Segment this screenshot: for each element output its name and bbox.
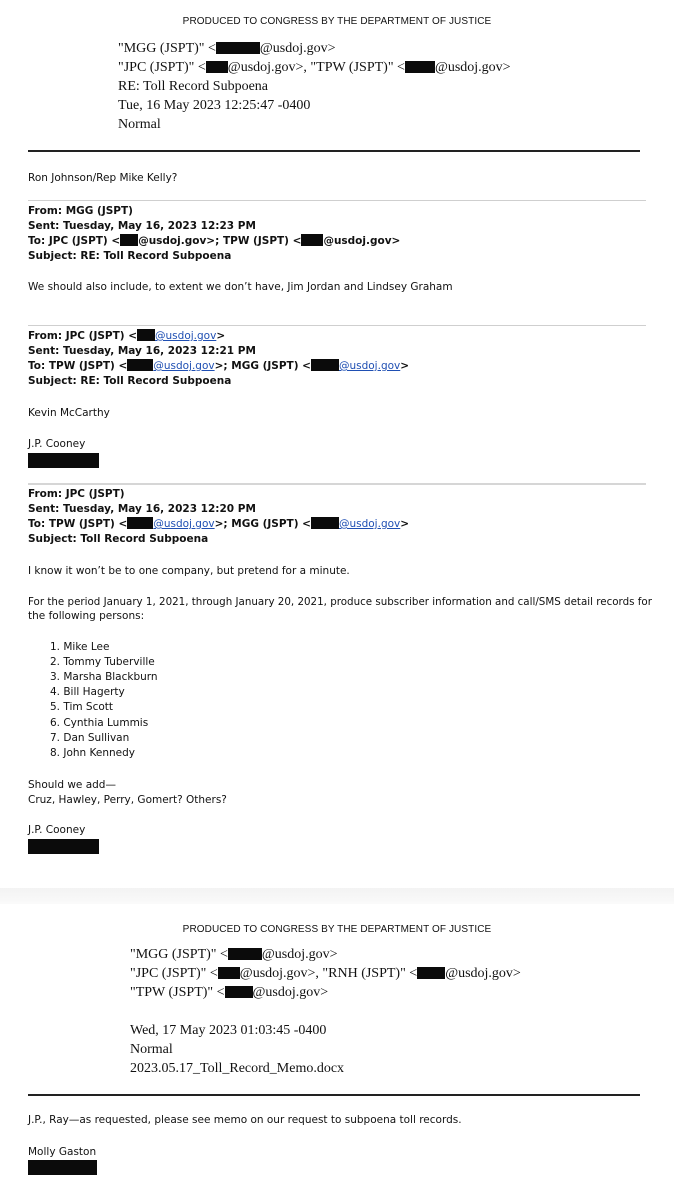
msg2-from-a: From: JPC (JSPT) < (28, 330, 138, 342)
list-item: 4. Bill Hagerty (50, 686, 125, 698)
msg2-sent: Sent: Tuesday, May 16, 2023 12:21 PM (28, 345, 256, 357)
msg2-to-email-link[interactable]: @usdoj.gov (338, 360, 401, 372)
msg3-to-a: To: TPW (JSPT) < (28, 518, 128, 530)
signature-redaction (28, 453, 99, 468)
cc-value (130, 984, 328, 1002)
from-value (118, 40, 336, 58)
cc-value-a: "TPW (JSPT)" < (130, 985, 225, 1000)
list-item: 8. John Kennedy (50, 747, 135, 759)
attachment-file-link[interactable]: 2023.05.17_Toll_Record_Memo.docx (130, 1061, 345, 1076)
from-value-b: @usdoj.gov> (259, 41, 336, 56)
msg2-signature: J.P. Cooney (28, 438, 86, 450)
cc-value-b: @usdoj.gov> (252, 985, 329, 1000)
msg2-to-a: To: TPW (JSPT) < (28, 360, 128, 372)
from-value-b: @usdoj.gov> (261, 947, 338, 962)
date-value: Tue, 16 May 2023 12:25:47 -0400 (118, 98, 311, 113)
list-item: 1. Mike Lee (50, 641, 110, 653)
msg3-paragraph-2-line-1: For the period January 1, 2021, through January 20, 2021, produce subscriber information and call/SMS detail records for (28, 596, 652, 608)
production-banner: PRODUCED TO CONGRESS BY THE DEPARTMENT OF JUSTICE (182, 924, 492, 935)
to-value-c: @usdoj.gov> (445, 966, 521, 981)
redaction (127, 359, 153, 371)
message-divider (28, 325, 646, 326)
redaction (206, 61, 228, 73)
redaction (225, 986, 253, 998)
redaction (120, 234, 138, 246)
msg2-to-b: >; MGG (JSPT) < (214, 360, 311, 372)
msg2-subject: Subject: RE: Toll Record Subpoena (28, 375, 232, 387)
list-item: 6. Cynthia Lummis (50, 717, 149, 729)
msg2-to (28, 359, 409, 373)
redaction (405, 61, 435, 73)
msg3-paragraph-1: I know it won’t be to one company, but pretend for a minute. (28, 565, 350, 577)
page2-signature: Molly Gaston (28, 1146, 97, 1158)
msg2-from-b: > (216, 330, 226, 342)
to-value-b: @usdoj.gov>, "RNH (JSPT)" < (239, 966, 418, 981)
msg3-question-2: Cruz, Hawley, Perry, Gomert? Others? (28, 794, 227, 806)
page2-body: J.P., Ray—as requested, please see memo on our request to subpoena toll records. (28, 1114, 462, 1126)
list-item: 2. Tommy Tuberville (50, 656, 155, 668)
msg1-body: We should also include, to extent we don’t have, Jim Jordan and Lindsey Graham (28, 281, 453, 293)
email-header (0, 946, 674, 1078)
msg2-from (28, 329, 225, 343)
to-value-b: @usdoj.gov>, "TPW (JSPT)" < (227, 60, 405, 75)
document-page-2 (0, 904, 674, 1200)
msg1-from: From: MGG (JSPT) (28, 205, 133, 217)
msg3-to-email-link[interactable]: @usdoj.gov (153, 518, 215, 530)
to-value-c: @usdoj.gov> (434, 60, 511, 75)
msg1-to (28, 234, 400, 248)
msg3-to (28, 517, 409, 531)
signature-redaction (28, 839, 99, 854)
msg3-to-b: >; MGG (JSPT) < (214, 518, 311, 530)
production-banner: PRODUCED TO CONGRESS BY THE DEPARTMENT OF JUSTICE (182, 16, 492, 27)
page-gap (0, 888, 674, 904)
msg2-to-c: > (400, 360, 410, 372)
to-value-a: "JPC (JSPT)" < (130, 966, 218, 981)
redaction (311, 359, 339, 371)
header-rule (28, 150, 640, 152)
list-item: 3. Marsha Blackburn (50, 671, 158, 683)
redaction (301, 234, 323, 246)
redaction (218, 967, 240, 979)
msg3-to-c: > (400, 518, 410, 530)
message-divider (28, 200, 646, 201)
msg1-to-a: To: JPC (JSPT) < (28, 235, 121, 247)
redaction (417, 967, 445, 979)
message-divider (28, 483, 646, 485)
date-value: Wed, 17 May 2023 01:03:45 -0400 (130, 1023, 327, 1038)
redaction (228, 948, 262, 960)
redaction (311, 517, 339, 529)
from-value-a: "MGG (JSPT)" < (130, 947, 228, 962)
msg1-to-b: @usdoj.gov>; TPW (JSPT) < (138, 235, 302, 247)
msg1-to-c: @usdoj.gov> (323, 235, 401, 247)
importance-value: Normal (118, 117, 161, 132)
msg3-paragraph-2-line-2: the following persons: (28, 610, 145, 622)
redaction (216, 42, 260, 54)
redaction (127, 517, 153, 529)
from-value-a: "MGG (JSPT)" < (118, 41, 216, 56)
list-item: 7. Dan Sullivan (50, 732, 130, 744)
header-rule (28, 1094, 640, 1096)
to-value (118, 59, 511, 77)
msg3-signature: J.P. Cooney (28, 824, 86, 836)
msg2-body: Kevin McCarthy (28, 407, 110, 419)
msg3-subject: Subject: Toll Record Subpoena (28, 533, 209, 545)
signature-redaction (28, 1160, 97, 1175)
email-header (0, 40, 674, 136)
msg2-to-email-link[interactable]: @usdoj.gov (153, 360, 215, 372)
list-item: 5. Tim Scott (50, 701, 114, 713)
importance-value: Normal (130, 1042, 173, 1057)
subject-value: RE: Toll Record Subpoena (118, 79, 269, 94)
msg1-sent: Sent: Tuesday, May 16, 2023 12:23 PM (28, 220, 256, 232)
msg2-from-email-link[interactable]: @usdoj.gov (155, 330, 217, 342)
msg3-from: From: JPC (JSPT) (28, 488, 125, 500)
msg3-question-1: Should we add— (28, 779, 116, 791)
body-line: Ron Johnson/Rep Mike Kelly? (28, 172, 178, 184)
msg3-sent: Sent: Tuesday, May 16, 2023 12:20 PM (28, 503, 256, 515)
to-value (130, 965, 521, 983)
to-value-a: "JPC (JSPT)" < (118, 60, 206, 75)
msg1-subject: Subject: RE: Toll Record Subpoena (28, 250, 232, 262)
redaction (137, 329, 155, 341)
msg3-to-email-link[interactable]: @usdoj.gov (338, 518, 401, 530)
from-value (130, 946, 338, 964)
